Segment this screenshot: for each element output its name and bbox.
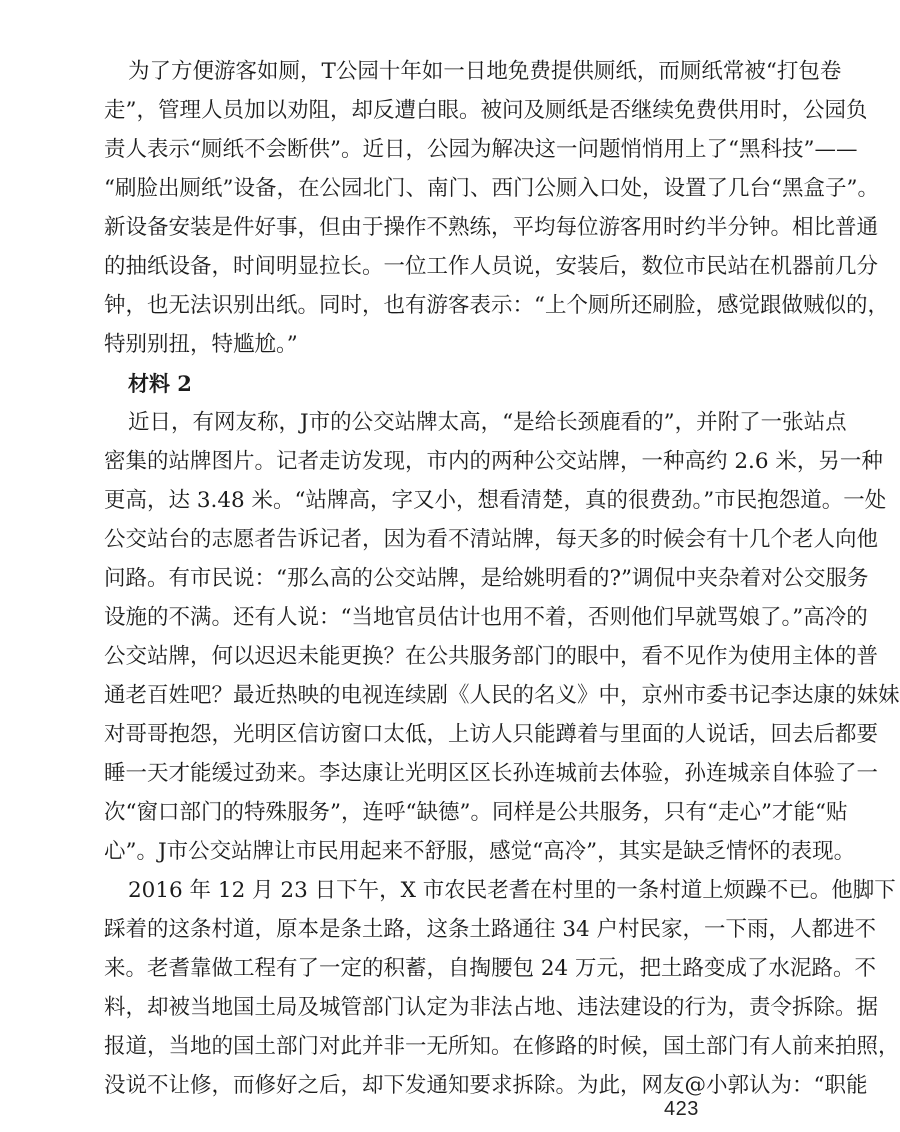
text-line: 密集的站牌图片。记者走访发现，市内的两种公交站牌，一种高约 2.6 米，另一种	[104, 449, 883, 474]
text-line: 更高，达 3.48 米。“站牌高，字又小，想看清楚，真的很费劲。”市民抱怨道。一处	[104, 488, 887, 513]
text-line: 责人表示“厕纸不会断供”。近日，公园为解决这一问题悄悄用上了“黑科技”——	[104, 137, 858, 162]
text-line: 为了方便游客如厕，T公园十年如一日地免费提供厕纸，而厕纸常被“打包卷	[128, 59, 842, 84]
text-line: 来。老耆靠做工程有了一定的积蓄，自掏腰包 24 万元，把土路变成了水泥路。不	[104, 956, 877, 981]
text-line: 次“窗口部门的特殊服务”，连呼“缺德”。同样是公共服务，只有“走心”才能“贴	[104, 800, 848, 825]
text-line: 心”。J市公交站牌让市民用起来不舒服，感觉“高冷”，其实是缺乏情怀的表现。	[104, 839, 856, 864]
text-line: 料，却被当地国土局及城管部门认定为非法占地、违法建设的行为，责令拆除。据	[104, 995, 879, 1020]
text-line: 对哥哥抱怨，光明区信访窗口太低，上访人只能蹲着与里面的人说话，回去后都要	[104, 722, 879, 747]
text-line: 新设备安装是件好事，但由于操作不熟练，平均每位游客用时约半分钟。相比普通	[104, 215, 879, 240]
text-line: 2016 年 12 月 23 日下午，X 市农民老耆在村里的一条村道上烦躁不已。他脚下	[128, 878, 896, 903]
text-line: 的抽纸设备，时间明显拉长。一位工作人员说，安装后，数位市民站在机器前几分	[104, 254, 879, 279]
text-line: 没说不让修，而修好之后，却下发通知要求拆除。为此，网友@小郭认为：“职能	[104, 1073, 868, 1098]
text-line: 通老百姓吧？最近热映的电视连续剧《人民的名义》中，京州市委书记李达康的妹妹	[104, 683, 900, 708]
text-line: 问路。有市民说：“那么高的公交站牌，是给姚明看的?”调侃中夹杂着对公交服务	[104, 566, 869, 591]
text-line: 踩着的这条村道，原本是条土路，这条土路通往 34 户村民家，一下雨，人都进不	[104, 917, 877, 942]
text-line: 公交站牌，何以迟迟未能更换？在公共服务部门的眼中，看不见作为使用主体的普	[104, 644, 879, 669]
text-line: 特别别扭，特尴尬。”	[104, 332, 298, 357]
text-line: 报道，当地的国土部门对此并非一无所知。在修路的时候，国土部门有人前来拍照，	[104, 1034, 900, 1059]
page-number: 423	[664, 1098, 699, 1120]
text-line: 设施的不满。还有人说：“当地官员估计也用不着，否则他们早就骂娘了。”高冷的	[104, 605, 868, 630]
section-heading: 材料 2	[128, 371, 192, 396]
text-line: 钟，也无法识别出纸。同时，也有游客表示：“上个厕所还刷脸，感觉跟做贼似的，	[104, 293, 889, 318]
text-line: 走”，管理人员加以劝阻，却反遭白眼。被问及厕纸是否继续免费供用时，公园负	[104, 98, 868, 123]
text-line: 公交站台的志愿者告诉记者，因为看不清站牌，每天多的时候会有十几个老人向他	[104, 527, 879, 552]
text-line: “刷脸出厕纸”设备，在公园北门、南门、西门公厕入口处，设置了几台“黑盒子”。	[104, 176, 879, 201]
text-line: 近日，有网友称，J市的公交站牌太高，“是给长颈鹿看的”，并附了一张站点	[128, 410, 847, 435]
text-line: 睡一天才能缓过劲来。李达康让光明区区长孙连城前去体验，孙连城亲自体验了一	[104, 761, 879, 786]
